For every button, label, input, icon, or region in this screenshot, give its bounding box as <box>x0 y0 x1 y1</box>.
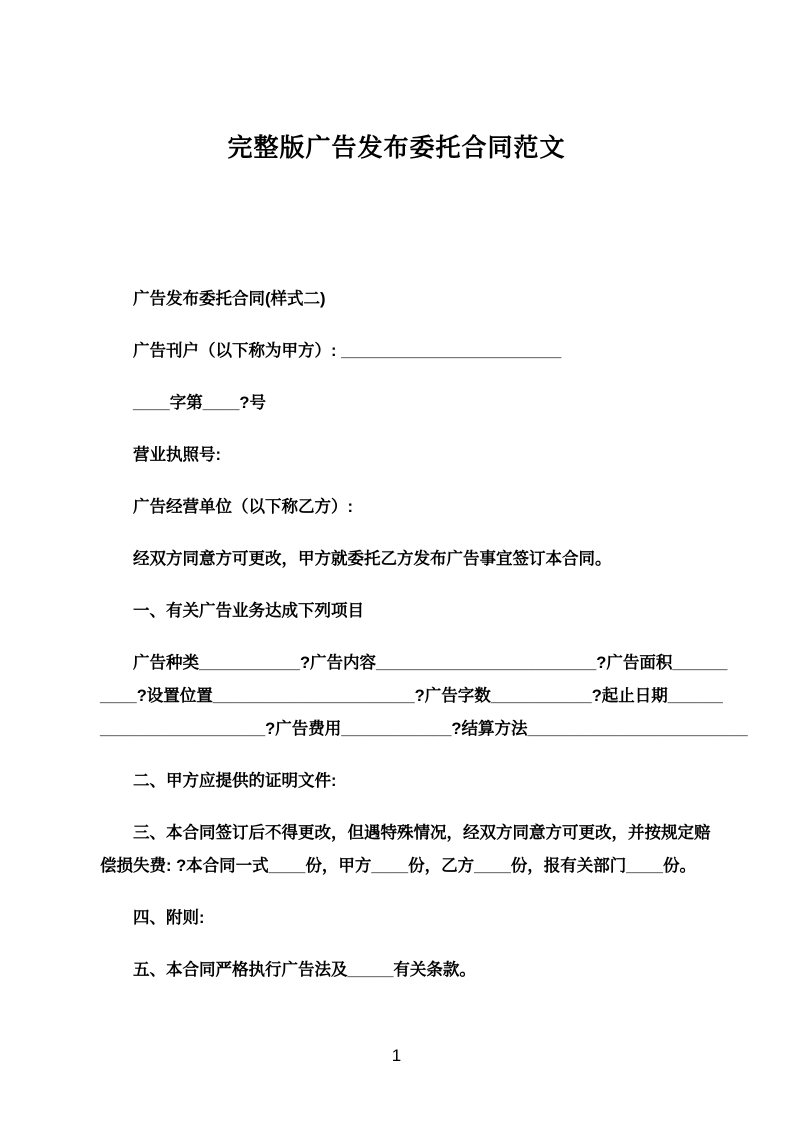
paragraph-section-1-heading: 一、有关广告业务达成下列项目 <box>133 602 364 620</box>
paragraph-ad-agency-party-b: 广告经营单位（以下称乙方）: <box>133 498 353 516</box>
paragraph-line: __________________?广告费用____________?结算方法________________________ <box>100 720 748 738</box>
paragraph-line: ____?设置位置______________________?广告字数___________?起止日期______ <box>100 687 723 705</box>
paragraph-section-2-documents: 二、甲方应提供的证明文件: <box>133 772 337 790</box>
paragraph-line: 广告种类___________?广告内容________________________?广告面积______ <box>133 654 728 672</box>
page-number: 1 <box>391 1046 402 1065</box>
document-title: 完整版广告发布委托合同范文 <box>227 134 566 162</box>
paragraph-mutual-consent: 经双方同意方可更改，甲方就委托乙方发布广告事宜签订本合同。 <box>133 550 612 568</box>
paragraph-section-4-appendix: 四、附则: <box>133 909 205 927</box>
paragraph-advertiser-party-a: 广告刊户（以下称为甲方）: ________________________ <box>133 342 562 360</box>
paragraph-document-number: ____字第____?号 <box>133 394 266 412</box>
paragraph-ad-details-blanks <box>100 647 748 746</box>
paragraph-section-3-amendment <box>100 817 711 883</box>
paragraph-business-license: 营业执照号: <box>133 446 221 464</box>
paragraph-line: 偿损失费: ?本合同一式____份，甲方____份，乙方____份，报有关部门____份。 <box>100 857 696 875</box>
paragraph-section-5-ad-law: 五、本合同严格执行广告法及_____有关条款。 <box>133 961 476 979</box>
paragraph-line: 三、本合同签订后不得更改，但遇特殊情况，经双方同意方可更改，并按规定赔 <box>133 824 711 842</box>
paragraph-contract-style: 广告发布委托合同(样式二) <box>133 290 326 308</box>
page-footer <box>0 1046 793 1066</box>
